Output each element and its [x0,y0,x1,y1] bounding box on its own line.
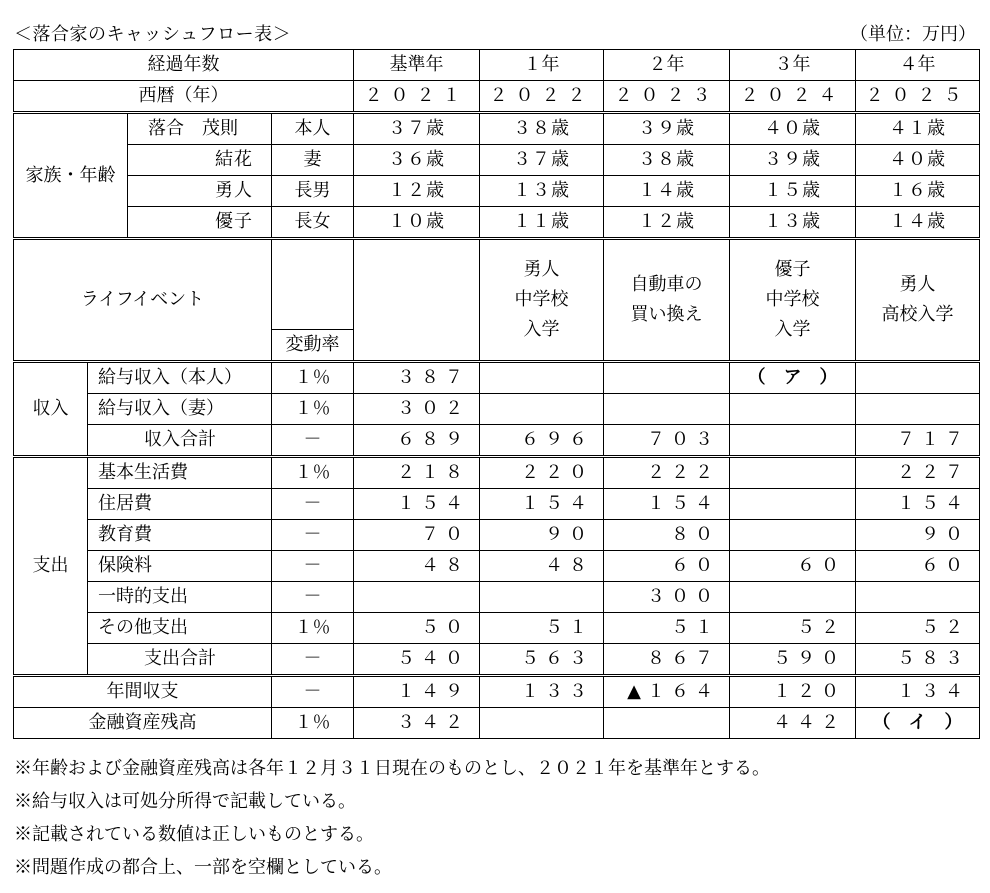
expense-row [14,582,980,613]
value-cell: ２２７ [856,457,980,489]
age-cell: ３７歳 [354,113,480,145]
rate-cell: － [272,582,354,613]
income-label: 給与収入（本人） [88,362,272,394]
value-cell: １５４ [354,489,480,520]
age-cell: １２歳 [604,207,730,239]
event-text: 勇人 高校入学 [881,274,954,325]
value-cell [730,489,856,520]
elapsed-row [14,50,980,81]
value-cell: ８０ [604,520,730,551]
value-cell [604,362,730,394]
value-cell: ７１７ [856,425,980,457]
elapsed-cell: ３年 [730,50,856,81]
value-cell: ６９６ [480,425,604,457]
annual-label: 年間収支 [14,676,272,708]
expense-row [14,551,980,582]
note-line: ※年齢および金融資産残高は各年１２月３１日現在のものとし、２０２１年を基準年とする。 [14,758,770,779]
seireki-label: 西暦（年） [14,81,354,113]
blank-i-cell: （ イ ） [856,708,980,739]
value-cell [604,394,730,425]
family-group-label [14,113,128,239]
expense-label: 教育費 [88,520,272,551]
age-cell: ３８歳 [604,145,730,176]
age-cell: １１歳 [480,207,604,239]
value-cell: ４８ [354,551,480,582]
page-title: ＜落合家のキャッシュフロー表＞ [14,24,292,45]
value-cell: ５８３ [856,644,980,676]
value-cell [604,708,730,739]
unit-label: （単位：万円） [850,24,976,45]
value-cell: １４９ [354,676,480,708]
event-text: 自動車の 買い換え [630,274,703,325]
age-cell: ３９歳 [604,113,730,145]
year-cell: ２０２５ [856,81,980,113]
value-cell [480,708,604,739]
event-text: 優子 中学校 入学 [765,259,820,340]
value-cell: ２２２ [604,457,730,489]
expense-total-label: 支出合計 [88,644,272,676]
member-name: 優子 [128,207,272,239]
value-cell [730,582,856,613]
rate-cell: １％ [272,708,354,739]
elapsed-cell: ４年 [856,50,980,81]
rate-cell: － [272,489,354,520]
value-cell: ２２０ [480,457,604,489]
value-cell: ４４２ [730,708,856,739]
expense-label: その他支出 [88,613,272,644]
age-cell: １２歳 [354,176,480,207]
age-cell: １５歳 [730,176,856,207]
income-row [14,362,980,394]
note-line: ※問題作成の都合上、一部を空欄としている。 [14,857,392,878]
value-cell [480,582,604,613]
events-label: ライフイベント [14,239,272,362]
expense-row [14,613,980,644]
value-cell: ３０２ [354,394,480,425]
value-cell [730,394,856,425]
notes [14,752,770,884]
events-rate-spacer [272,239,354,330]
value-cell: ９０ [480,520,604,551]
age-cell: １４歳 [856,207,980,239]
value-cell: ５９０ [730,644,856,676]
value-cell: ３８７ [354,362,480,394]
value-cell: ７０ [354,520,480,551]
value-cell: １２０ [730,676,856,708]
expense-group-label: 支出 [14,457,88,676]
value-cell [856,394,980,425]
income-row [14,394,980,425]
value-cell: ５２ [730,613,856,644]
value-cell [730,425,856,457]
value-cell: ６０ [730,551,856,582]
age-cell: ４１歳 [856,113,980,145]
event-cell [730,239,856,362]
expense-total-row [14,644,980,676]
value-cell: ３４２ [354,708,480,739]
event-cell [856,239,980,362]
annual-row [14,676,980,708]
expense-label: 住居費 [88,489,272,520]
rate-cell: － [272,644,354,676]
assets-row [14,708,980,739]
rate-label: 変動率 [272,329,354,361]
expense-row [14,520,980,551]
rate-cell: １％ [272,362,354,394]
expense-label: 基本生活費 [88,457,272,489]
value-cell [856,362,980,394]
member-relation: 長女 [272,207,354,239]
age-cell: ３６歳 [354,145,480,176]
year-cell: ２０２４ [730,81,856,113]
elapsed-cell: １年 [480,50,604,81]
member-name: 勇人 [128,176,272,207]
value-cell: ５０ [354,613,480,644]
value-cell: １３４ [856,676,980,708]
note-line: ※記載されている数値は正しいものとする。 [14,824,374,845]
event-cell [354,239,480,362]
age-cell: ３８歳 [480,113,604,145]
value-cell [480,394,604,425]
family-row [14,176,980,207]
value-cell: ４８ [480,551,604,582]
event-cell [604,239,730,362]
age-cell: １０歳 [354,207,480,239]
note-line: ※給与収入は可処分所得で記載している。 [14,791,356,812]
income-label: 給与収入（妻） [88,394,272,425]
year-row [14,81,980,113]
value-cell: ６０ [856,551,980,582]
assets-label: 金融資産残高 [14,708,272,739]
value-cell: ６０ [604,551,730,582]
events-row [14,239,980,330]
event-cell [480,239,604,362]
year-cell: ２０２２ [480,81,604,113]
rate-cell: １％ [272,613,354,644]
expense-label: 一時的支出 [88,582,272,613]
member-name: 落合 茂則 [128,113,272,145]
rate-cell: １％ [272,394,354,425]
rate-cell: － [272,425,354,457]
value-cell: １５４ [480,489,604,520]
elapsed-cell: ２年 [604,50,730,81]
year-cell: ２０２３ [604,81,730,113]
event-text: 勇人 中学校 入学 [514,259,569,340]
age-cell: ４０歳 [730,113,856,145]
value-cell: １５４ [856,489,980,520]
value-cell: ５６３ [480,644,604,676]
expense-row [14,489,980,520]
income-total-label: 収入合計 [88,425,272,457]
value-cell [480,362,604,394]
age-cell: １６歳 [856,176,980,207]
value-cell [730,520,856,551]
value-cell: ８６７ [604,644,730,676]
expense-label: 保険料 [88,551,272,582]
blank-a-cell: （ ア ） [730,362,856,394]
cashflow-table [13,49,980,739]
member-name: 結花 [128,145,272,176]
rate-cell: － [272,520,354,551]
rate-cell: １％ [272,457,354,489]
elapsed-cell: 基準年 [354,50,480,81]
member-relation: 長男 [272,176,354,207]
family-group-text: 家族・年齢 [25,164,116,186]
elapsed-label: 経過年数 [14,50,354,81]
year-cell: ２０２１ [354,81,480,113]
value-cell: １３３ [480,676,604,708]
value-cell: １５４ [604,489,730,520]
age-cell: １４歳 [604,176,730,207]
value-cell: ２１８ [354,457,480,489]
value-cell: ５４０ [354,644,480,676]
income-total-row [14,425,980,457]
value-cell: ３００ [604,582,730,613]
family-row [14,145,980,176]
member-relation: 妻 [272,145,354,176]
value-cell: ５１ [604,613,730,644]
age-cell: ３９歳 [730,145,856,176]
value-cell: ７０３ [604,425,730,457]
family-row [14,113,980,145]
expense-row [14,457,980,489]
value-cell: ▲１６４ [604,676,730,708]
income-group-label: 収入 [14,362,88,457]
value-cell: ５２ [856,613,980,644]
family-row [14,207,980,239]
member-relation: 本人 [272,113,354,145]
age-cell: ３７歳 [480,145,604,176]
value-cell: ９０ [856,520,980,551]
age-cell: ４０歳 [856,145,980,176]
rate-cell: － [272,676,354,708]
rate-cell: － [272,551,354,582]
age-cell: １３歳 [730,207,856,239]
value-cell [730,457,856,489]
value-cell [856,582,980,613]
value-cell: ６８９ [354,425,480,457]
age-cell: １３歳 [480,176,604,207]
value-cell: ５１ [480,613,604,644]
value-cell [354,582,480,613]
